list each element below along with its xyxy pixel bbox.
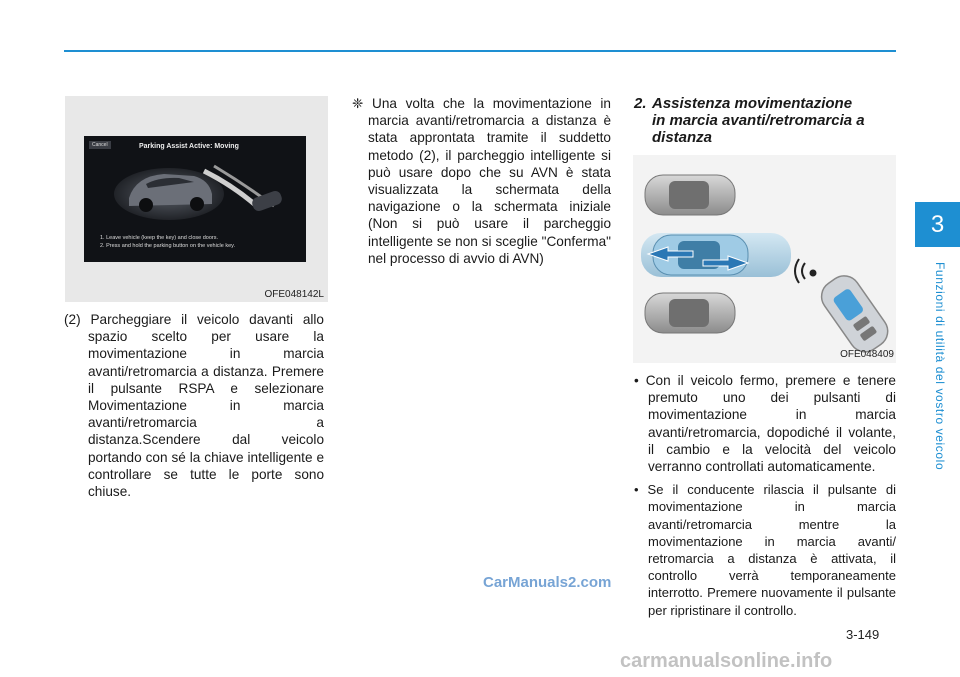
moving-car — [641, 233, 791, 277]
figure-code: OFE048409 — [840, 349, 894, 360]
instruction-1: 1. Leave vehicle (keep the key) and close doors. — [100, 235, 219, 241]
signal-waves-icon — [795, 259, 816, 283]
bullet-2: • Se il conducente rilascia il pulsante di movimentazione in marcia avanti/retromarcia mentre la movimentazione in marcia avanti/ retromarcia a distanza è attivata, il controllo verrà temporaneamente interrotto. Premere nuovamente il pulsante per ripristinare il controllo. — [634, 482, 896, 618]
watermark-carmanualsonline: carmanualsonline.info — [620, 650, 833, 672]
heading-number: 2. — [634, 95, 647, 112]
figure-parking-assist-screen — [65, 96, 328, 302]
page-number: 3-149 — [846, 627, 880, 642]
heading-line-1: Assistenza movimentazione — [652, 95, 853, 112]
watermark-carmanuals2: CarManuals2.com — [483, 574, 612, 591]
screen-instructions — [100, 234, 304, 250]
section-number-tab: 3 — [915, 202, 960, 247]
remote-movement-illustration — [633, 155, 896, 363]
avn-screen — [84, 136, 306, 262]
middle-column — [352, 95, 611, 267]
smart-key-icon — [815, 270, 894, 358]
left-column — [64, 311, 324, 500]
parked-car-top — [645, 175, 735, 215]
right-column-bullets — [634, 372, 896, 625]
screen-title: Parking Assist Active: Moving — [139, 143, 239, 150]
parked-car-bottom — [645, 293, 735, 333]
cancel-button: Cancel — [89, 141, 111, 149]
heading-line-2: in marcia avanti/retromarcia a — [652, 112, 865, 129]
header-rule — [64, 50, 896, 52]
figure-remote-movement — [633, 155, 896, 363]
figure-code: OFE048142L — [264, 289, 324, 300]
heading-line-3: distanza — [652, 129, 713, 146]
bullet-1: • Con il veicolo fermo, premere e tenere premuto uno dei pulsanti di movimentazione in marcia avanti/retromarcia, dopodiché il volante, il cambio e la velocità del veicolo verranno controllati automaticamente. — [634, 373, 896, 475]
section-title: Funzioni di utilità del vostro veicolo — [933, 262, 947, 471]
note-text: ❈ Una volta che la movimentazione in marcia avanti/retromarcia a distanza è stata approntata tramite il suddetto metodo (2), il parcheggio intelligente si può usare dopo che su AVN è stata visualizzata la schermata della navigazione o la schermata iniziale (Non si può usare il parcheggio intelligente se non si sceglie "Conferma" nel processo di avvio di AVN) — [352, 96, 611, 266]
instruction-2: 2. Press and hold the parking button on the vehicle key. — [100, 243, 236, 249]
step-2-text: (2) Parcheggiare il veicolo davanti allo spazio scelto per usare la movimentazione in marcia avanti/retromarcia a distanza. Premere il pulsante RSPA e selezionare Movimentazione in marcia avanti/retromarcia a distanza.Scendere dal veicolo portando con sé la chiave intelligente e controllare se tutte le porte sono chiuse. — [64, 312, 324, 500]
section-heading — [634, 95, 899, 146]
